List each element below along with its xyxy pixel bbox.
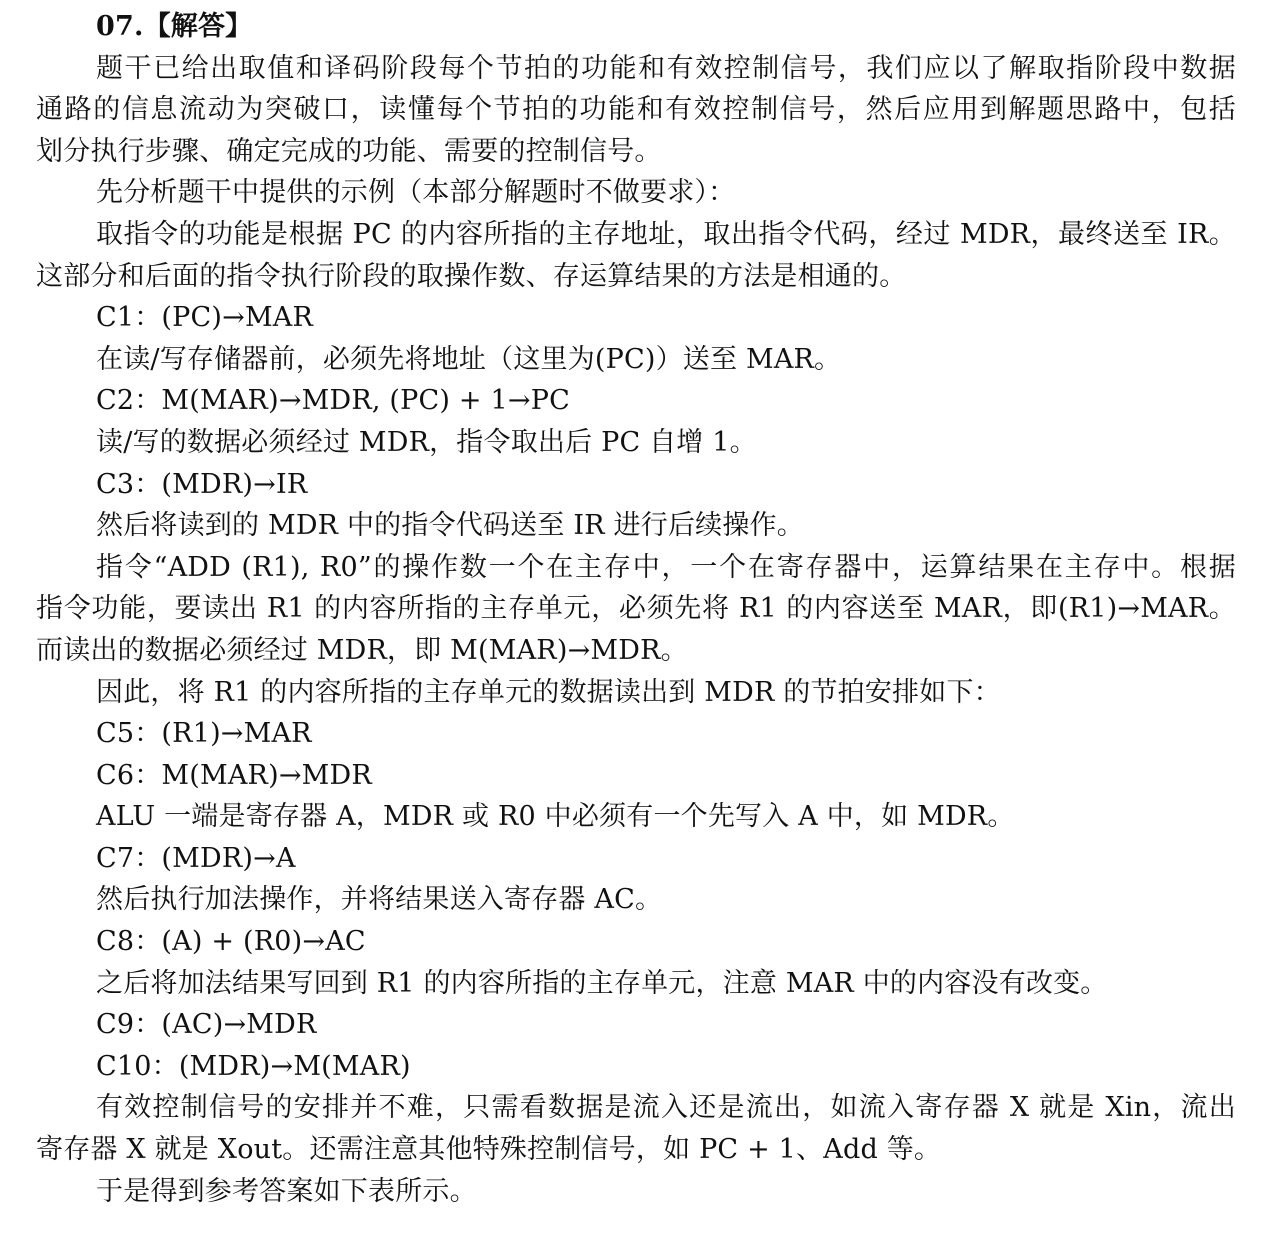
step-c2: C2：M(MAR)→MDR, (PC) + 1→PC [96, 385, 570, 417]
answer-heading: 07.【解答】 [96, 11, 253, 42]
step-c7: C7：(MDR)→A [96, 842, 296, 874]
paragraph-line: 而读出的数据必须经过 MDR，即 M(MAR)→MDR。 [36, 634, 688, 666]
paragraph-line: 然后执行加法操作，并将结果送入寄存器 AC。 [96, 884, 663, 916]
paragraph-line: 取指令的功能是根据 PC 的内容所指的主存地址，取出指令代码，经过 MDR，最终送至 IR。 [96, 218, 1236, 250]
paragraph-line: ALU 一端是寄存器 A，MDR 或 R0 中必须有一个先写入 A 中，如 MDR。 [96, 801, 1015, 833]
step-c3: C3：(MDR)→IR [96, 468, 308, 500]
step-c10: C10：(MDR)→M(MAR) [96, 1050, 411, 1082]
paragraph-line: 在读/写存储器前，必须先将地址（这里为(PC)）送至 MAR。 [96, 343, 842, 375]
step-c8: C8：(A) + (R0)→AC [96, 926, 366, 958]
paragraph-line: 这部分和后面的指令执行阶段的取操作数、存运算结果的方法是相通的。 [36, 260, 907, 292]
paragraph-line: 指令功能，要读出 R1 的内容所指的主存单元，必须先将 R1 的内容送至 MAR，即(R1)→MAR。 [36, 593, 1236, 625]
document-body [36, 6, 1236, 1212]
paragraph-line: 题干已给出取值和译码阶段每个节拍的功能和有效控制信号，我们应以了解取指阶段中数据 [96, 52, 1236, 84]
paragraph-line: 因此，将 R1 的内容所指的主存单元的数据读出到 MDR 的节拍安排如下： [96, 676, 1001, 708]
paragraph-line: 划分执行步骤、确定完成的功能、需要的控制信号。 [36, 135, 662, 167]
paragraph-line: 读/写的数据必须经过 MDR，指令取出后 PC 自增 1。 [96, 426, 757, 458]
paragraph-line: 通路的信息流动为突破口，读懂每个节拍的功能和有效控制信号，然后应用到解题思路中，包括 [36, 94, 1236, 126]
step-c1: C1：(PC)→MAR [96, 302, 314, 334]
paragraph-line: 于是得到参考答案如下表所示。 [96, 1175, 477, 1207]
paragraph-line: 之后将加法结果写回到 R1 的内容所指的主存单元，注意 MAR 中的内容没有改变。 [96, 967, 1108, 999]
paragraph-line: 先分析题干中提供的示例（本部分解题时不做要求）： [96, 177, 736, 209]
paragraph-line: 然后将读到的 MDR 中的指令代码送至 IR 进行后续操作。 [96, 510, 804, 542]
step-c6: C6：M(MAR)→MDR [96, 759, 372, 791]
step-c5: C5：(R1)→MAR [96, 718, 312, 750]
paragraph-line: 寄存器 X 就是 Xout。还需注意其他特殊控制信号，如 PC + 1、Add 等。 [36, 1134, 942, 1166]
paragraph-line: 有效控制信号的安排并不难，只需看数据是流入还是流出，如流入寄存器 X 就是 Xin，流出 [96, 1092, 1236, 1124]
step-c9: C9：(AC)→MDR [96, 1009, 317, 1041]
paragraph-line: 指令“ADD (R1), R0”的操作数一个在主存中，一个在寄存器中，运算结果在主存中。根据 [96, 551, 1236, 583]
